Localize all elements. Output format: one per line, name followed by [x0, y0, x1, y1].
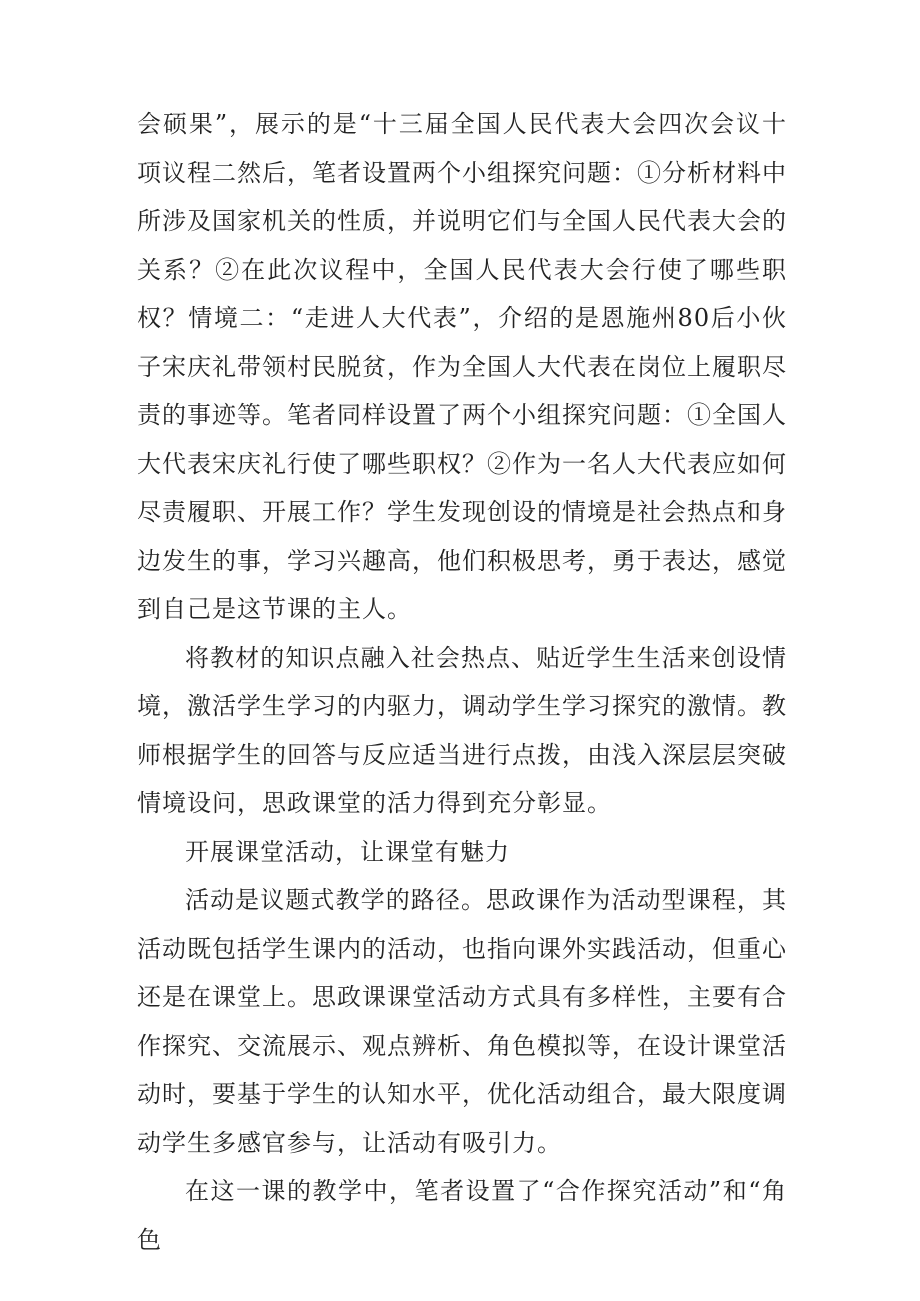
paragraph-1: 会硕果”，展示的是“十三届全国人民代表大会四次会议十项议程二然后，笔者设置两个小组探究问题：①分析材料中所涉及国家机关的性质，并说明它们与全国人民代表大会的关系？②在此次议程中，全国人民代表大会行使了哪些职权？情境二：“走进人大代表”，介绍的是恩施州80后小伙子宋庆礼带领村民脱贫，作为全国人大代表在岗位上履职尽责的事迹等。笔者同样设置了两个小组探究问题：①全国人大代表宋庆礼行使了哪些职权？②作为一名人大代表应如何尽责履职、开展工作？学生发现创设的情境是社会热点和身边发生的事，学习兴趣高，他们积极思考，勇于表达，感觉到自己是这节课的主人。 — [137, 110, 787, 623]
section-heading: 开展课堂活动，让课堂有魅力 — [185, 837, 510, 866]
paragraph-4: 在这一课的教学中，笔者设置了“合作探究活动”和“角色 — [137, 1177, 787, 1254]
paragraph-2: 将教材的知识点融入社会热点、贴近学生生活来创设情境，激活学生学习的内驱力，调动学生学习探究的激情。教师根据学生的回答与反应适当进行点拨，由浅入深层层突破情境设问，思政课堂的活力得到充分彰显。 — [137, 643, 787, 817]
document-body — [137, 100, 787, 1264]
paragraph-3: 活动是议题式教学的路径。思政课作为活动型课程，其活动既包括学生课内的活动，也指向课外实践活动，但重心还是在课堂上。思政课课堂活动方式具有多样性，主要有合作探究、交流展示、观点辨析、角色模拟等，在设计课堂活动时，要基于学生的认知水平，优化活动组合，最大限度调动学生多感官参与，让活动有吸引力。 — [137, 886, 787, 1157]
